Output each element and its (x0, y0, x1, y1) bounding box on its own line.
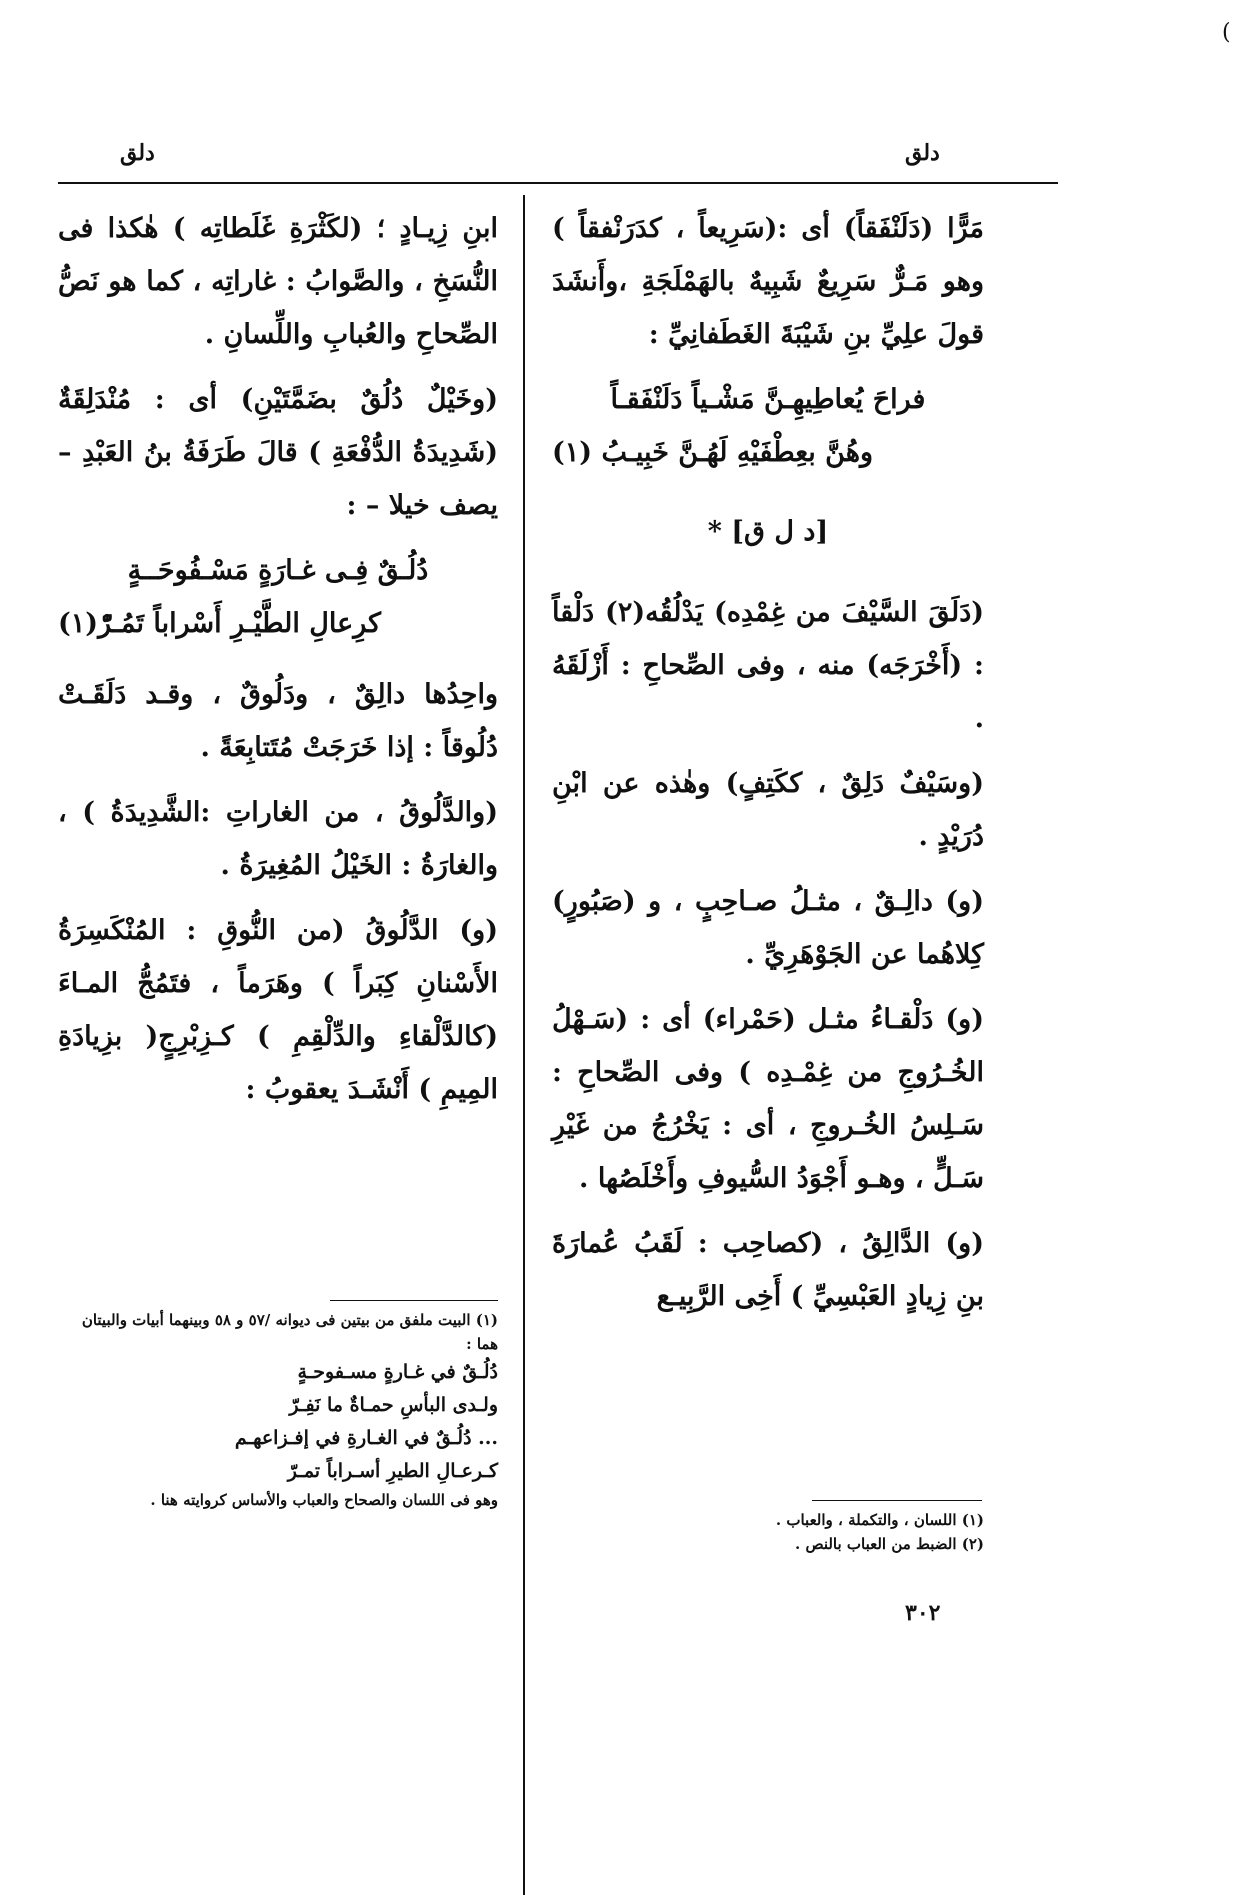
paragraph: واحِدُها دالِقٌ ، ودَلُوقٌ ، وقـد دَلَقَـتْ دُلُوقاً : إذا خَرَجَتْ مُتَتابِعَةً . (58, 679, 498, 763)
verse-line: دُلُـقٌ فِـى غـارَةٍ مَسْـفُوحَــةٍ (127, 555, 429, 586)
header-rule (58, 182, 1058, 184)
corner-mark: ( (1222, 20, 1231, 45)
entry-title: [د ل ق] * (707, 516, 829, 547)
column-divider (523, 195, 525, 1895)
verse-line: فراحَ يُعاطِيهِـنَّ مَشْـياً دَلَنْفَقـاً (610, 384, 926, 415)
page-number: ٣٠٢ (905, 1600, 941, 1626)
footnote: (١) البيت ملفق من بيتين فى ديوانه /٥٧ و ٥٨ وبينهما أبيات والبيتان هما : (81, 1311, 498, 1353)
verse-line: كرِعالِ الطَّيْـرِ أَسْراباً تَمُـرّْ(١) (58, 608, 382, 639)
footnotes-right (552, 1508, 984, 1556)
left-column (58, 202, 498, 1128)
footnote-rule-right (812, 1500, 982, 1501)
footnote-verse: ... دُلُـقٌ في الغـارةِ في إفـزاعهـم (234, 1427, 498, 1449)
paragraph: ابنِ زِيـادٍ ؛ (لكَثْرَةِ غَلَطاتِه ) هٰكذا فى النُّسَخِ ، والصَّوابُ : غاراتِه ، كما هو نَصُّ الصِّحاحِ والعُبابِ واللِّسانِ . (58, 213, 498, 350)
right-column (552, 202, 984, 1335)
footnote: (٢) الضبط من العباب بالنص . (795, 1535, 984, 1553)
footnotes-left (58, 1308, 498, 1512)
paragraph: مَرًّا (دَلَنْفَقاً) أى :(سَرِيعاً ، كدَرَنْفقاً ) وهو مَـرٌّ سَرِيعٌ شَبِيهٌ بالهَمْلَجَةِ ،وأَنشَدَ قولَ علِيِّ بنِ شَيْبَةَ الغَطَفانِيِّ : (552, 213, 984, 350)
footnote-verse: كـرعـالِ الطيرِ أسـراباً تمـرّ (287, 1460, 498, 1482)
header-left-word: دلق (120, 140, 155, 166)
paragraph: (و) الدَّالِقُ ، (كصاحِب : لَقَبُ عُمارَةَ بنِ زِيادٍ العَبْسِيِّ ) أَخِى الرَّبِيـع (552, 1228, 984, 1312)
paragraph: (والدَّلُوقُ ، من الغاراتِ :الشَّدِيدَةُ ) ، والغارَةُ : الخَيْلُ المُغِيرَةُ . (58, 797, 498, 881)
paragraph: (و) دالِـقٌ ، مثـلُ صـاحِبٍ ، و (صَبُورٍ) كِلاهُما عن الجَوْهَرِيِّ . (552, 886, 984, 970)
paragraph: (و) الدَّلُوقُ (من النُّوقِ : المُنْكَسِرَةُ الأَسْنانِ كِبَراً ) وهَرَماً ، فتَمُجُّ المـاءَ (كالدَّلْقاءِ والدِّلْقِمِ ) كـزِبْرِجٍ( بزِيادَةِ المِيمِ ) أَنْشَـدَ يعقوبُ : (58, 915, 498, 1105)
paragraph: (وخَيْلٌ دُلُقٌ بضَمَّتَيْنِ) أى : مُنْدَلِقَةٌ (شَدِيدَةُ الدُّفْعَةِ ) قالَ طَرَفَةُ بنُ العَبْدِ – يصف خيلا – : (58, 384, 498, 521)
paragraph: (و) دَلْقـاءُ مثـل (حَمْراء) أى : (سَـهْلُ الخُـرُوجِ من غِمْـدِه ) وفى الصِّحاحِ : سَـلِسُ الخُـروجِ ، أى : يَخْرُجُ من غَيْرِ سَـلٍّ ، وهـو أَجْوَدُ السُّيوفِ وأَخْلَصُها . (552, 1004, 984, 1194)
paragraph: (وسَيْفٌ دَلِقٌ ، ككَتِفٍ) وهٰذه عن ابْنِ دُرَيْدٍ . (552, 768, 984, 852)
footnote: (١) اللسان ، والتكملة ، والعباب . (775, 1511, 984, 1529)
footnote-verse: دُلُـقٌ في غـارةٍ مسـفوحـةٍ (297, 1361, 498, 1383)
footnote-rule-left (330, 1300, 498, 1301)
paragraph: (دَلَقَ السَّيْفَ من غِمْدِه) يَدْلُقُه(٢) دَلْقاً : (أَخْرَجَه) منه ، وفى الصِّحاحِ : أَزْلَقَهُ . (552, 597, 985, 734)
footnote: وهو فى اللسان والصحاح والعباب والأساس كروايته هنا . (150, 1491, 498, 1509)
footnote-verse: ولـدى البأسِ حمـاةٌ ما نَفِـرّ (289, 1394, 498, 1416)
header-right-word: دلق (905, 140, 940, 166)
verse-line: وهُنَّ بعِطْفَيْهِ لَهُـنَّ خَبِيـبُ (١) (552, 437, 874, 468)
